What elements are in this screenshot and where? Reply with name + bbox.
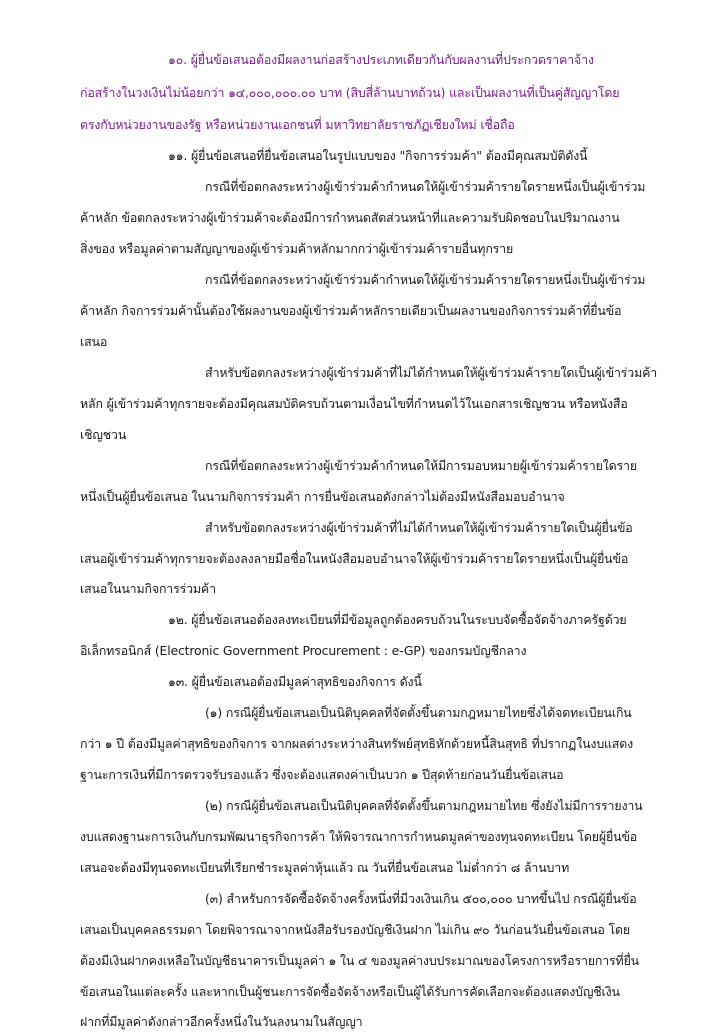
text-line: ตรงกับหน่วยงานของรัฐ หรือหน่วยงานเอกชนที่ มหาวิทยาลัยราชภัฏเชียงใหม่ เชื่อถือ [80, 117, 515, 132]
text-line: เสนอในนามกิจการร่วมค้า [80, 581, 216, 596]
text-line: สิ่งของ หรือมูลค่าตามสัญญาของผู้เข้าร่วมค้าหลักมากกว่าผู้เข้าร่วมค้ารายอื่นทุกราย [80, 241, 514, 256]
text-line: ฐานะการเงินที่มีการตรวจรับรองแล้ว ซึ่งจะต้องแสดงค่าเป็นบวก ๑ ปีสุดท้ายก่อนวันยื่นข้อเสนอ [80, 767, 564, 782]
text-line: สำหรับข้อตกลงระหว่างผู้เข้าร่วมค้าที่ไม่ได้กำหนดให้ผู้เข้าร่วมค้ารายใดเป็นผู้เข้าร่วมค้า [205, 365, 658, 380]
text-line: กรณีที่ข้อตกลงระหว่างผู้เข้าร่วมค้ากำหนดให้ผู้เข้าร่วมค้ารายใดรายหนึ่งเป็นผู้เข้าร่วม [205, 272, 646, 287]
text-line: ค้าหลัก กิจการร่วมค้านั้นต้องใช้ผลงานของผู้เข้าร่วมค้าหลักรายเดียวเป็นผลงานของกิจการร่วมค้าที่ยื่นข้อ [80, 303, 622, 318]
text-line: ๑๑. ผู้ยื่นข้อเสนอที่ยื่นข้อเสนอในรูปแบบของ "กิจการร่วมค้า" ต้องมีคุณสมบัติดังนี้ [168, 148, 588, 163]
text-line: เสนอผู้เข้าร่วมค้าทุกรายจะต้องลงลายมือชื่อในหนังสือมอบอำนาจให้ผู้เข้าร่วมค้ารายใดรายหนึ่งเป็นผู้ยื่นข้อ [80, 551, 629, 566]
text-line: เชิญชวน [80, 427, 127, 442]
text-line: เสนอจะต้องมีทุนจดทะเบียนที่เรียกชำระมูลค่าหุ้นแล้ว ณ วันที่ยื่นข้อเสนอ ไม่ต่ำกว่า ๘ ล้านบาท [80, 860, 570, 875]
text-line: ก่อสร้างในวงเงินไม่น้อยกว่า ๑๔,๐๐๐,๐๐๐.๐๐ บาท (สิบสี่ล้านบาทถ้วน) และเป็นผลงานที่เป็นคู่สัญญาโดย [80, 85, 620, 100]
text-line: ๑๓. ผู้ยื่นข้อเสนอต้องมีมูลค่าสุทธิของกิจการ ดังนี้ [168, 674, 422, 689]
text-line: เสนอเป็นบุคคลธรรมดา โดยพิจารณาจากหนังสือรับรองบัญชีเงินฝาก ไม่เกิน ๙๐ วันก่อนวันยื่นข้อเสนอ โดย [80, 922, 631, 937]
text-line: (๒) กรณีผู้ยื่นข้อเสนอเป็นนิติบุคคลที่จัดตั้งขึ้นตามกฎหมายไทย ซึ่งยังไม่มีการรายงาน [205, 798, 643, 813]
text-line: ๑๐. ผู้ยื่นข้อเสนอต้องมีผลงานก่อสร้างประเภทเดียวกันกับผลงานที่ประกวดราคาจ้าง [168, 52, 594, 67]
text-line: ต้องมีเงินฝากคงเหลือในบัญชีธนาคารเป็นมูลค่า ๑ ใน ๔ ของมูลค่างบประมาณของโครงการหรือรายการที่ยื่น [80, 953, 640, 968]
text-line: (๓) สำหรับการจัดซื้อจัดจ้างครั้งหนึ่งที่มีวงเงินเกิน ๕๐๐,๐๐๐ บาทขึ้นไป กรณีผู้ยื่นข้อ [205, 891, 637, 906]
text-line: กรณีที่ข้อตกลงระหว่างผู้เข้าร่วมค้ากำหนดให้ผู้เข้าร่วมค้ารายใดรายหนึ่งเป็นผู้เข้าร่วม [205, 179, 646, 194]
text-line: สำหรับข้อตกลงระหว่างผู้เข้าร่วมค้าที่ไม่ได้กำหนดให้ผู้เข้าร่วมค้ารายใดเป็นผู้ยื่นข้อ [205, 520, 633, 535]
text-line: กรณีที่ข้อตกลงระหว่างผู้เข้าร่วมค้ากำหนดให้มีการมอบหมายผู้เข้าร่วมค้ารายใดราย [205, 458, 637, 473]
text-line: งบแสดงฐานะการเงินกับกรมพัฒนาธุรกิจการค้า ให้พิจารณาการกำหนดมูลค่าของทุนจดทะเบียน โดยผู้ยื่นข้อ [80, 829, 638, 844]
text-line: (๑) กรณีผู้ยื่นข้อเสนอเป็นนิติบุคคลที่จัดตั้งขึ้นตามกฎหมายไทยซึ่งได้จดทะเบียนเกิน [205, 705, 632, 720]
text-line: หนึ่งเป็นผู้ยื่นข้อเสนอ ในนามกิจการร่วมค้า การยื่นข้อเสนอดังกล่าวไม่ต้องมีหนังสือมอบอำนาจ [80, 489, 565, 504]
text-line: ค้าหลัก ข้อตกลงระหว่างผู้เข้าร่วมค้าจะต้องมีการกำหนดสัดส่วนหน้าที่และความรับผิดชอบในปริมาณงาน [80, 210, 620, 225]
text-line: ๑๒. ผู้ยื่นข้อเสนอต้องลงทะเบียนที่มีข้อมูลถูกต้องครบถ้วนในระบบจัดซื้อจัดจ้างภาครัฐด้วย [168, 612, 627, 627]
text-line: อิเล็กทรอนิกส์ (Electronic Government Procurement : e-GP) ของกรมบัญชีกลาง [80, 643, 527, 658]
text-line: หลัก ผู้เข้าร่วมค้าทุกรายจะต้องมีคุณสมบัติครบถ้วนตามเงื่อนไขที่กำหนดไว้ในเอกสารเชิญชวน หรือหนังสือ [80, 396, 628, 411]
text-line: ข้อเสนอในแต่ละครั้ง และหากเป็นผู้ชนะการจัดซื้อจัดจ้างหรือเป็นผู้ได้รับการคัดเลือกจะต้องแสดงบัญชีเงิน [80, 984, 620, 999]
text-line: เสนอ [80, 334, 108, 349]
text-line: ฝากที่มีมูลค่าดังกล่าวอีกครั้งหนึ่งในวันลงนามในสัญญา [80, 1014, 363, 1029]
text-line: กว่า ๑ ปี ต้องมีมูลค่าสุทธิของกิจการ จากผลต่างระหว่างสินทรัพย์สุทธิหักด้วยหนี้สินสุทธิ ที่ปรากฏในงบแสดง [80, 736, 634, 751]
